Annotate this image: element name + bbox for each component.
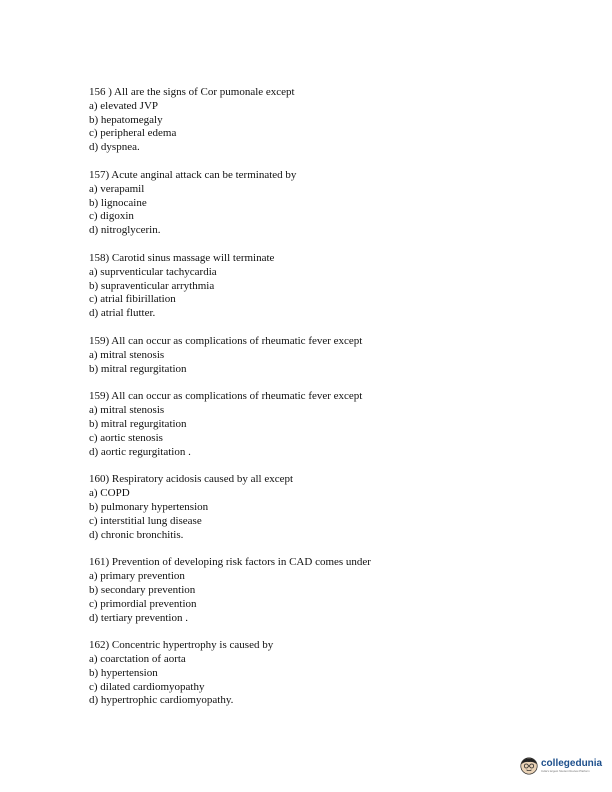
answer-option: a) mitral stenosis — [89, 348, 165, 361]
question-text: 162) Concentric hypertrophy is caused by — [89, 639, 274, 652]
answer-option: a) verapamil — [89, 182, 145, 195]
answer-option: a) mitral stenosis — [89, 404, 165, 417]
answer-option: c) dilated cardiomyopathy — [89, 680, 205, 693]
answer-option: b) supraventicular arrythmia — [89, 279, 215, 292]
answer-option: a) suprventicular tachycardia — [89, 265, 217, 278]
mascot-icon — [520, 757, 538, 775]
question-block — [89, 473, 589, 542]
question-block — [89, 556, 589, 625]
answer-option: b) secondary prevention — [89, 583, 196, 596]
answer-option: c) peripheral edema — [89, 127, 177, 140]
answer-option: b) lignocaine — [89, 196, 147, 209]
question-text: 159) All can occur as complications of rheumatic fever except — [89, 334, 363, 347]
question-text: 157) Acute anginal attack can be terminated by — [89, 168, 297, 181]
answer-option: a) COPD — [89, 487, 130, 500]
answer-option: c) atrial fibirillation — [89, 293, 176, 306]
question-text: 158) Carotid sinus massage will terminate — [89, 251, 275, 264]
answer-option: d) nitroglycerin. — [89, 224, 161, 237]
answer-option: d) hypertrophic cardiomyopathy. — [89, 694, 234, 707]
answer-option: c) digoxin — [89, 210, 134, 223]
question-text: 160) Respiratory acidosis caused by all except — [89, 473, 294, 486]
answer-option: a) elevated JVP — [89, 99, 159, 112]
answer-option: d) tertiary prevention . — [89, 611, 188, 624]
answer-option: c) primordial prevention — [89, 597, 197, 610]
question-text: 161) Prevention of developing risk factors in CAD comes under — [89, 556, 371, 569]
answer-option: a) coarctation of aorta — [89, 653, 186, 666]
answer-option: b) mitral regurgitation — [89, 417, 187, 430]
answer-option: c) aortic stenosis — [89, 431, 163, 444]
answer-option: d) dyspnea. — [89, 141, 140, 154]
logo-tagline: India's largest Student Review Platform — [541, 769, 590, 774]
logo-brand: collegedunia — [541, 758, 603, 770]
answer-option: b) mitral regurgitation — [89, 362, 187, 375]
question-block — [89, 335, 589, 376]
answer-option: d) chronic bronchitis. — [89, 528, 184, 541]
question-text: 159) All can occur as complications of rheumatic fever except — [89, 390, 363, 403]
question-text: 156 ) All are the signs of Cor pumonale except — [89, 86, 295, 98]
question-block — [89, 86, 589, 155]
answer-option: c) interstitial lung disease — [89, 514, 202, 527]
answer-option: a) primary prevention — [89, 570, 185, 583]
question-block — [89, 252, 589, 321]
collegedunia-logo — [520, 757, 602, 775]
answer-option: d) aortic regurgitation . — [89, 445, 191, 458]
answer-option: b) hepatomegaly — [89, 113, 163, 126]
answer-option: b) pulmonary hypertension — [89, 500, 209, 513]
question-block — [89, 169, 589, 238]
question-list — [89, 86, 589, 722]
question-block — [89, 639, 589, 708]
question-block — [89, 390, 589, 459]
answer-option: b) hypertension — [89, 666, 158, 679]
answer-option: d) atrial flutter. — [89, 307, 156, 320]
